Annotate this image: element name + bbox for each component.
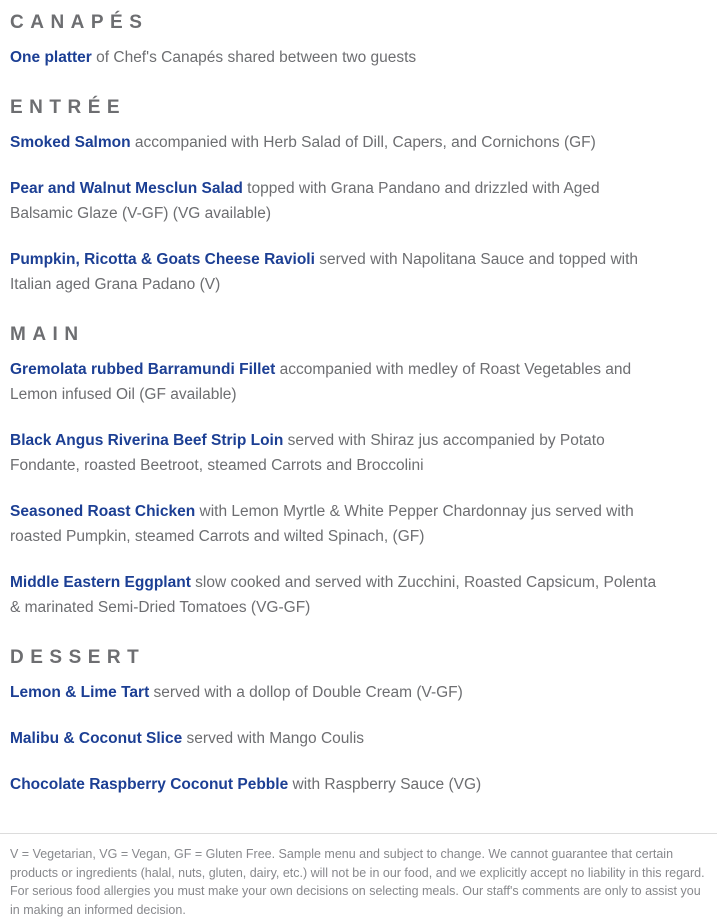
menu-item-desc: of Chef's Canapés shared between two guests: [96, 49, 417, 66]
section-title-canapes: CANAPÉS: [10, 12, 149, 33]
menu-item-name: One platter: [10, 49, 92, 66]
menu-item: [10, 45, 665, 70]
menu-item: [10, 726, 665, 751]
menu-item: [10, 570, 665, 620]
menu-item-name: Seasoned Roast Chicken: [10, 503, 196, 520]
menu-item-name: Pumpkin, Ricotta & Goats Cheese Ravioli: [10, 251, 315, 268]
menu-section-main: [10, 318, 707, 620]
menu-item-name: Gremolata rubbed Barramundi Fillet: [10, 361, 276, 378]
menu-item: [10, 247, 665, 297]
menu-item-desc: with Raspberry Sauce (VG): [292, 776, 482, 793]
menu-item-desc: served with Mango Coulis: [186, 730, 365, 747]
menu-item: [10, 680, 665, 705]
menu-item-desc: slow cooked and served with Zucchini, Roasted Capsicum, Polenta & marinated Semi-Dried Tomatoes (VG-GF): [10, 574, 657, 616]
menu-item-desc: with Lemon Myrtle & White Pepper Chardonnay jus served with roasted Pumpkin, steamed Carrots and wilted Spinach, (GF): [10, 503, 634, 545]
section-title-main: MAIN: [10, 324, 85, 345]
menu-item-desc: topped with Grana Pandano and drizzled with Aged Balsamic Glaze (V-GF) (VG available): [10, 180, 600, 222]
menu-item: [10, 499, 665, 549]
menu-item-name: Pear and Walnut Mesclun Salad: [10, 180, 243, 197]
menu-item: [10, 176, 665, 226]
section-title-dessert: DESSERT: [10, 647, 146, 668]
menu-item-desc: served with Napolitana Sauce and topped with Italian aged Grana Padano (V): [10, 251, 639, 293]
menu-item-desc: accompanied with Herb Salad of Dill, Capers, and Cornichons (GF): [134, 134, 596, 151]
menu-item-name: Chocolate Raspberry Coconut Pebble: [10, 776, 289, 793]
disclaimer-text: V = Vegetarian, VG = Vegan, GF = Gluten Free. Sample menu and subject to change. We cannot guarantee that certain products or ingredients (halal, nuts, gluten, dairy, etc.) will not be in our food, and we explicitly accept no liability in this regard. For serious food allergies you must make your own decisions on selecting meals. Our staff's comments are only to assist you in making an informed decision.: [10, 847, 705, 917]
section-title-entree: ENTRÉE: [10, 97, 127, 118]
menu-item-name: Lemon & Lime Tart: [10, 684, 150, 701]
menu-item-name: Black Angus Riverina Beef Strip Loin: [10, 432, 284, 449]
menu-item-desc: served with Shiraz jus accompanied by Potato Fondante, roasted Beetroot, steamed Carrots and Broccolini: [10, 432, 605, 474]
menu-item-name: Malibu & Coconut Slice: [10, 730, 183, 747]
menu-item: [10, 357, 665, 407]
menu-item: [10, 428, 665, 478]
menu-item-desc: accompanied with medley of Roast Vegetables and Lemon infused Oil (GF available): [10, 361, 632, 403]
menu-item-desc: served with a dollop of Double Cream (V-GF): [153, 684, 463, 701]
menu-item-name: Middle Eastern Eggplant: [10, 574, 191, 591]
menu-item-name: Smoked Salmon: [10, 134, 131, 151]
menu-item: [10, 772, 665, 797]
footer-disclaimer: [0, 833, 717, 919]
menu-section-dessert: [10, 641, 707, 797]
menu-item: [10, 130, 665, 155]
menu-section-entree: [10, 91, 707, 297]
menu-section-canapes: [10, 5, 707, 70]
